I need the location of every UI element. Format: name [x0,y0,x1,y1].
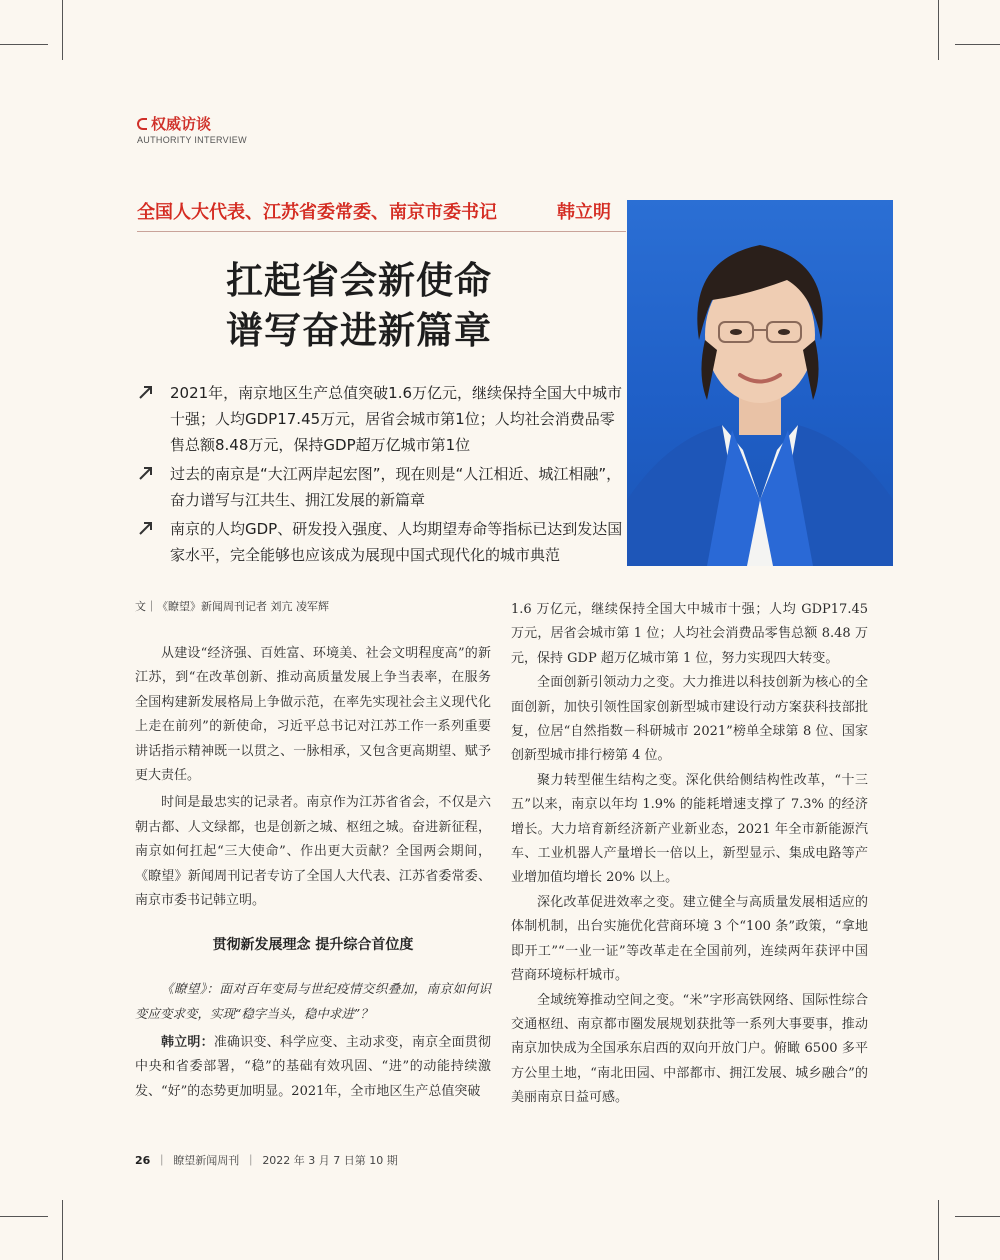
headline-line: 谱写奋进新篇章 [226,309,492,352]
crop-mark [0,1216,48,1217]
publication-name: 瞭望新闻周刊 [173,1154,240,1167]
arrow-icon [139,385,153,399]
arrow-icon [139,466,153,480]
portrait-illustration [627,200,893,566]
headline-line: 扛起省会新使命 [226,259,492,302]
answer-label: 韩立明： [161,1034,214,1050]
question-label: 《瞭望》： [161,980,220,996]
highlights-list [137,380,627,571]
headline [226,256,492,356]
highlight-text: 过去的南京是“大江两岸起宏图”，现在则是“人江相近、城江相融”，奋力谱写与江共生、拥江发展的新篇章 [170,465,622,509]
divider [137,231,626,232]
highlight-item [137,380,627,458]
page-number: 26 [135,1153,151,1167]
footer-separator: ｜ [156,1154,168,1167]
arrow-icon [139,521,153,535]
body-paragraph: 时间是最忠实的记录者。南京作为江苏省省会，不仅是六朝古都、人文绿都，也是创新之城、枢纽之城。奋进新征程，南京如何扛起“三大使命”、作出更大贡献？全国两会期间，《瞭望》新闻周刊记者专访了全国人大代表、江苏省委常委、南京市委书记韩立明。 [135,795,491,909]
portrait-photo [627,200,893,566]
highlight-text: 2021年，南京地区生产总值突破1.6万亿元，继续保持全国大中城市十强；人均GDP17.45万元，居省会城市第1位；人均社会消费品零售总额8.48万元，保持GDP超万亿城市第1位 [170,384,623,454]
crop-mark [62,1200,63,1260]
highlight-item [137,461,627,513]
article-column-right [511,598,868,1111]
crop-mark [0,44,48,45]
section-title: 权威访谈 [151,115,212,133]
crop-mark [62,0,63,60]
highlight-text: 南京的人均GDP、研发投入强度、人均期望寿命等指标已达到发达国家水平，完全能够也应该成为展现中国式现代化的城市典范 [170,520,623,564]
question-text: 面对百年变局与世纪疫情交织叠加，南京如何识变应变求变，实现“稳字当头，稳中求进”？ [135,980,491,1022]
answer-text: 准确识变、科学应变、主动求变，南京全面贯彻中央和省委部署，“稳”的基础有效巩固、“进”的动能持续激发、“好”的态势更加明显。2021年，全市地区生产总值突破 [135,1034,491,1099]
issue-date: 2022 年 3 月 7 日第 10 期 [262,1154,398,1167]
body-paragraph: 1.6 万亿元，继续保持全国大中城市十强；人均 GDP17.45 万元，居省会城市第 1 位；人均社会消费品零售总额 8.48 万元，保持 GDP 超万亿城市第 1 位，努力实现四大转变。 [511,602,868,666]
highlight-item [137,516,627,568]
body-paragraph: 从建设“经济强、百姓富、环境美、社会文明程度高”的新江苏，到“在改革创新、推动高质量发展上争当表率，在服务全国构建新发展格局上争做示范，在率先实现社会主义现代化上走在前列”的新使命，习近平总书记对江苏工作一系列重要讲话指示精神既一以贯之、一脉相承，又包含更高期望、赋予更大责任。 [135,646,491,784]
interview-answer [135,1031,491,1104]
body-paragraph: 聚力转型催生结构之变。深化供给侧结构性改革，“十三五”以来，南京以年均 1.9% 的能耗增速支撑了 7.3% 的经济增长。大力培育新经济新产业新业态，2021 年全市新能源汽车、工业机器人产量增长一倍以上，新型显示、集成电路等产业增加值均增长 20% 以上。 [511,772,868,886]
footer-separator: ｜ [245,1154,257,1167]
section-logo-icon [137,118,147,130]
article-column-left [135,598,491,1104]
crop-mark [938,0,939,60]
crop-mark [938,1200,939,1260]
section-subtitle: AUTHORITY INTERVIEW [137,135,247,145]
interviewee-byline [137,198,617,224]
crop-mark [955,44,1000,45]
section-tag [137,113,247,145]
interview-question [135,977,491,1028]
interviewee-name: 韩立明 [557,202,611,223]
body-paragraph: 全面创新引领动力之变。大力推进以科技创新为核心的全面创新，加快引领性国家创新型城市建设行动方案获科技部批复，位居“自然指数－科研城市 2021”榜单全球第 8 位、国家创新型城市排行榜第 4 位。 [511,675,868,764]
section-subheading: 贯彻新发展理念 提升综合首位度 [212,937,414,954]
author-credit: 文｜《瞭望》新闻周刊记者 刘亢 凌军辉 [135,600,329,613]
page-footer [135,1152,398,1168]
interviewee-titles: 全国人大代表、江苏省委常委、南京市委书记 [137,202,497,223]
body-paragraph: 全域统筹推动空间之变。“米”字形高铁网络、国际性综合交通枢纽、南京都市圈发展规划获批等一系列大事要事，推动南京加快成为全国承东启西的双向开放门户。俯瞰 6500 多平方公里土地，“南北田园、中部都市、拥江发展、城乡融合”的美丽南京日益可感。 [511,992,868,1106]
crop-mark [955,1216,1000,1217]
body-paragraph: 深化改革促进效率之变。建立健全与高质量发展相适应的体制机制，出台实施优化营商环境 3 个“100 条”政策，“拿地即开工”“一业一证”等改革走在全国前列，连续两年获评中国营商环境标杆城市。 [511,894,868,984]
